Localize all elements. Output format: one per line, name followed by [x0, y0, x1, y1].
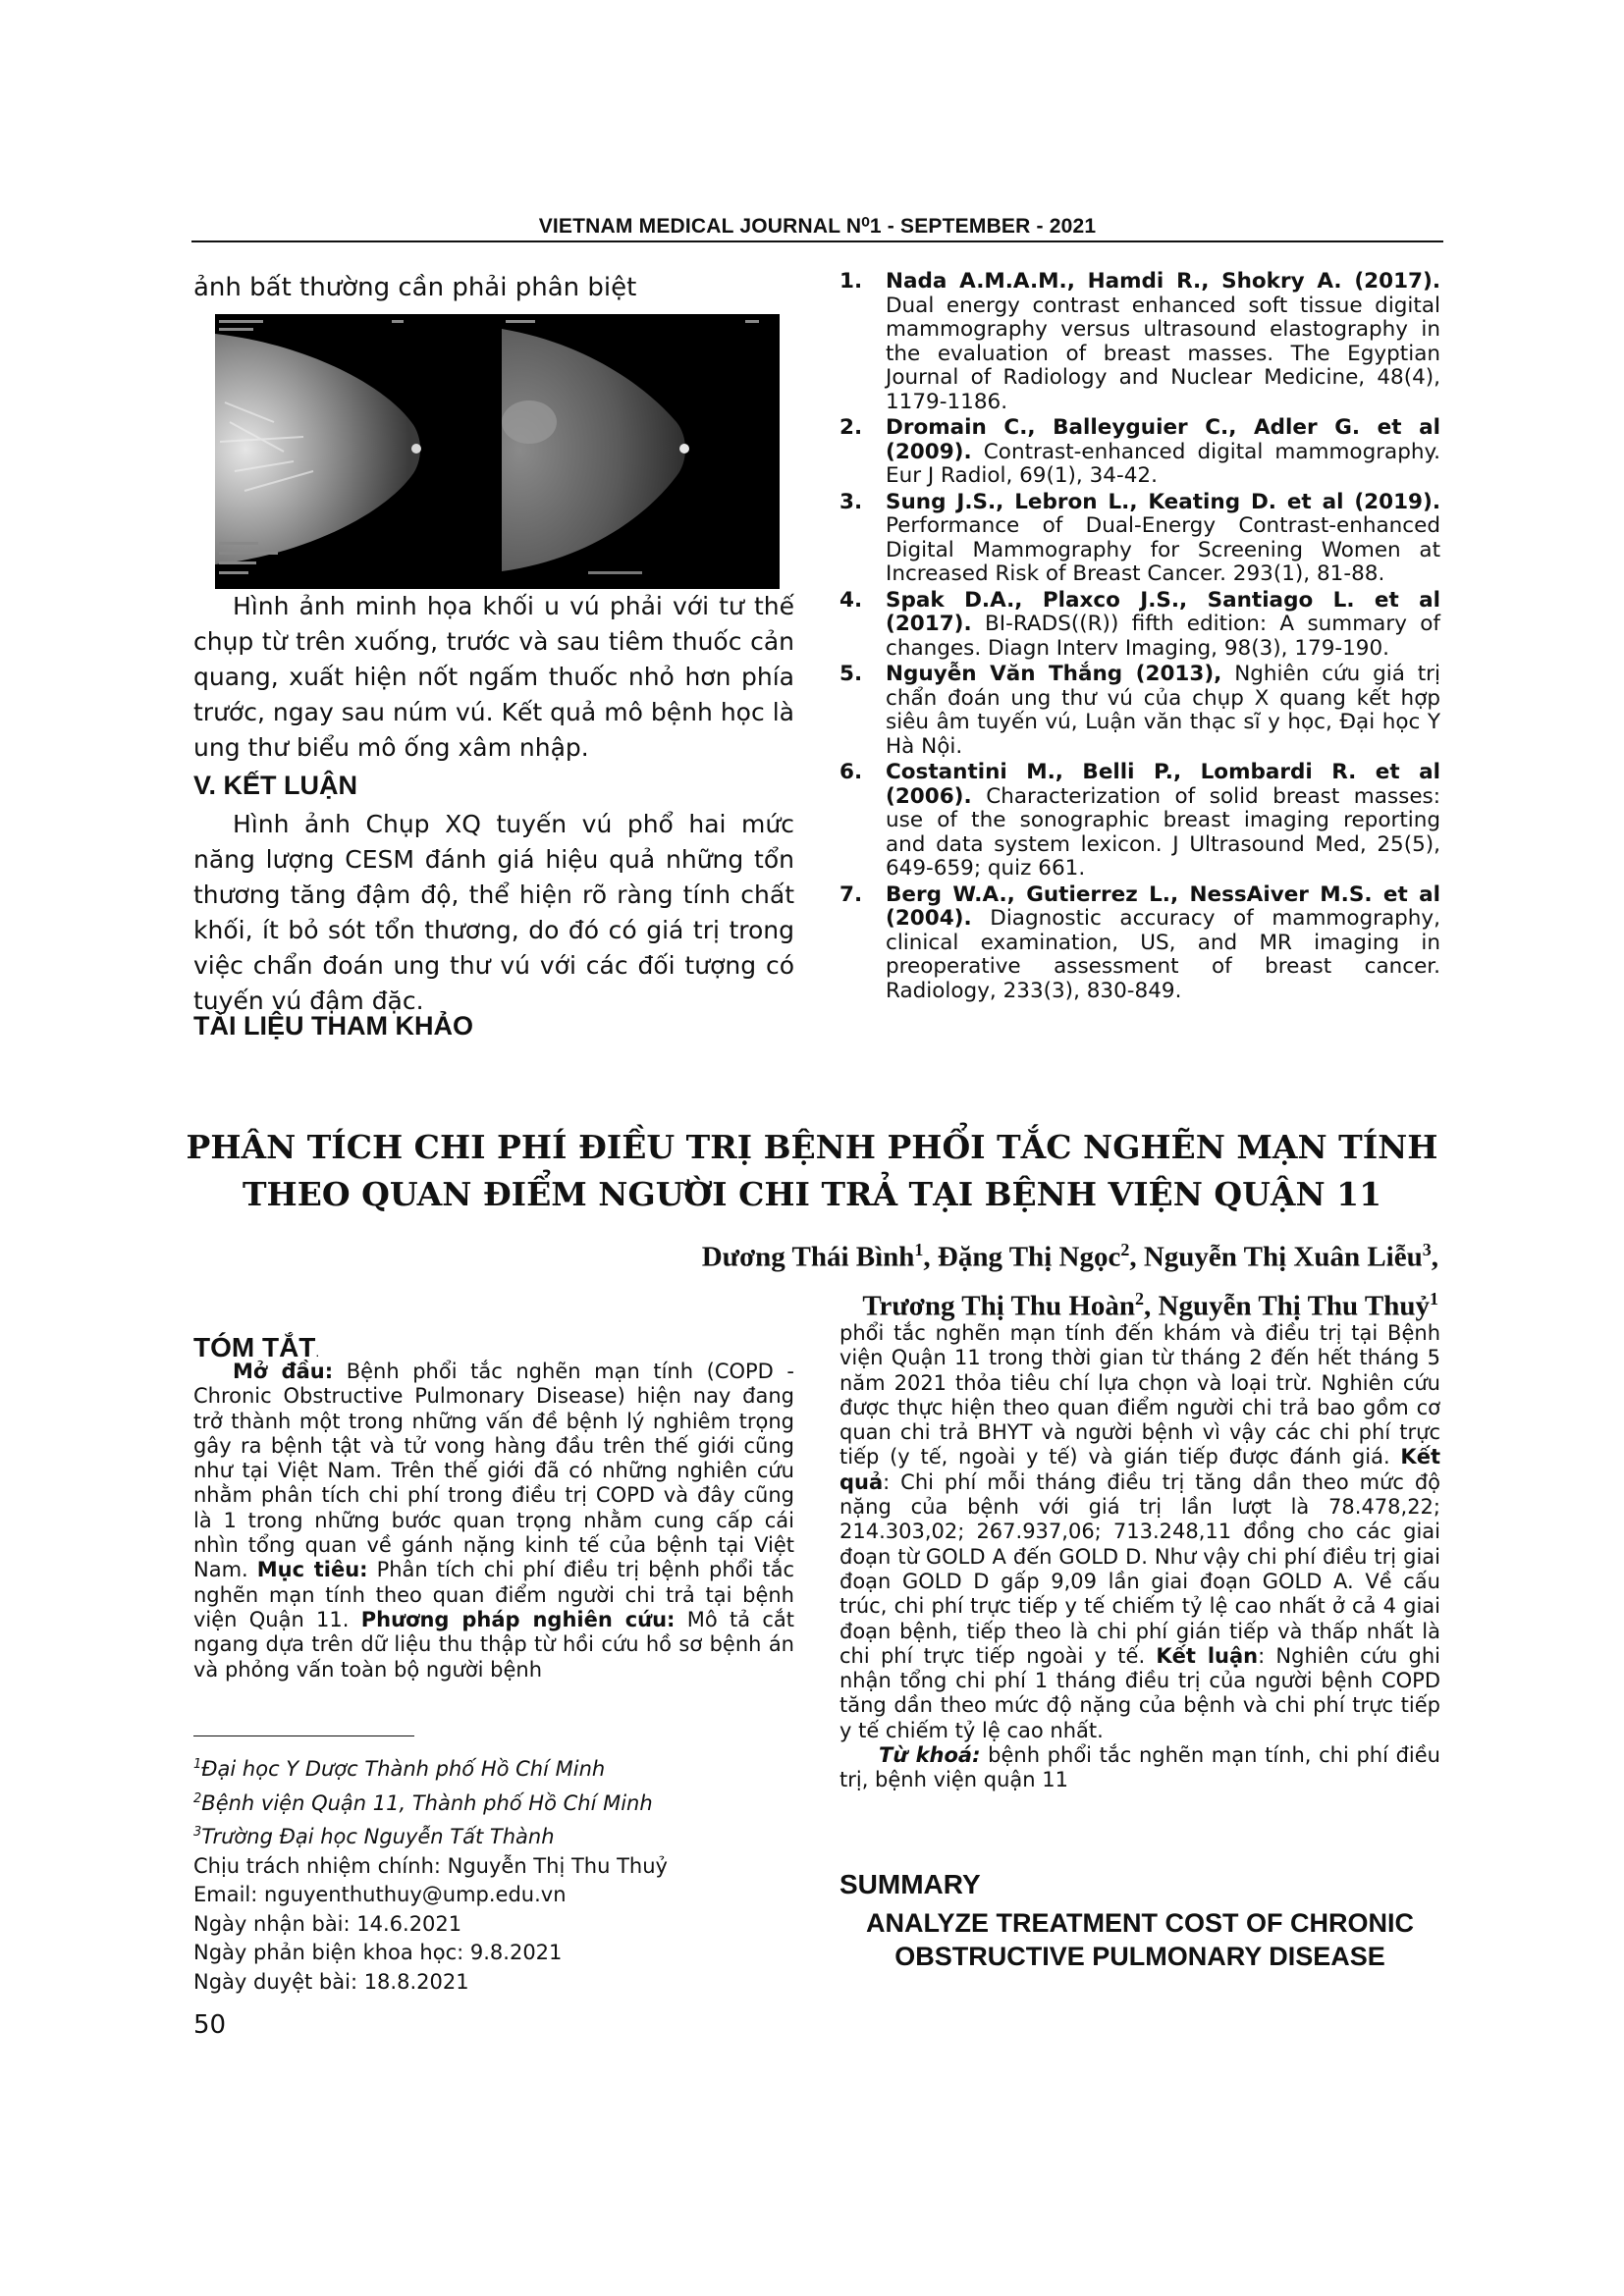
abstract-heading: TÓM TẮT. [193, 1332, 320, 1362]
author-affiliation: 2 [1120, 1240, 1130, 1259]
summary-title: ANALYZE TREATMENT COST OF CHRONIC OBSTRUCTIVE PULMONARY DISEASE [866, 1908, 1414, 1971]
received-date: Ngày nhận bài: 14.6.2021 [193, 1911, 462, 1936]
author-name: Dương Thái Bình [701, 1241, 915, 1273]
author-affiliation: 1 [1430, 1288, 1438, 1308]
author-name: Nguyễn Thị Thu Thuỷ [1158, 1290, 1430, 1322]
affiliation-note: $^2$Bệnh viện Quận 11, Thành phố Hồ Chí Minh [193, 1790, 653, 1815]
review-date: Ngày phản biện khoa học: 9.8.2021 [193, 1941, 563, 1964]
footnote-rule [193, 1735, 414, 1736]
mammography-image [215, 314, 780, 589]
article-title [147, 1124, 1477, 1218]
author-affiliation: 3 [1422, 1240, 1432, 1259]
keywords: Từ khoá: bệnh phổi tắc nghẽn mạn tính, chi phí điều trị, bệnh viện quận 11 [839, 1743, 1440, 1792]
accepted-date: Ngày duyệt bài: 18.8.2021 [193, 1969, 469, 1994]
section-heading-conclusion: V. KẾT LUẬN [193, 771, 358, 800]
article-title-line: THEO QUAN ĐIỂM NGƯỜI CHI TRẢ TẠI BỆNH VIỆN QUẬN 11 [242, 1175, 1382, 1213]
article-title-line: PHÂN TÍCH CHI PHÍ ĐIỀU TRỊ BỆNH PHỔI TẮC NGHẼN MẠN TÍNH [186, 1128, 1438, 1166]
reference-list [839, 270, 1440, 1005]
figure-lead-text: ảnh bất thường cần phải phân biệt [193, 273, 637, 302]
email-note: Email: nguyenthuthuy@ump.edu.vn [193, 1883, 567, 1906]
affiliation-note: $^3$Trường Đại học Nguyễn Tất Thành [193, 1825, 555, 1848]
author-name: Trương Thị Thu Hoàn [862, 1290, 1136, 1322]
mammography-figure [215, 314, 780, 589]
page-number: 50 [193, 2010, 227, 2040]
reference-item: 1. Nada A.M.A.M., Hamdi R., Shokry A. (2017). Dual energy contrast enhanced soft tissue digital mammography versus ultrasound elastography in the evaluation of breast masses. The Egyptian Journal of Radiology and Nuclear Medicine, 48(4), 1179-1186. [839, 269, 1440, 414]
reference-item: 7. Berg W.A., Gutierrez L., NessAiver M.S. et al (2004). Diagnostic accuracy of mammography, clinical examination, US, and MR imaging in preoperative assessment of breast cancer. Radiology, 233(3), 830-849. [839, 881, 1440, 1003]
summary-heading: SUMMARY [839, 1869, 981, 1899]
corresponding-author: Chịu trách nhiệm chính: Nguyễn Thị Thu Thuỷ [193, 1853, 668, 1878]
author-name: Nguyễn Thị Xuân Liễu [1143, 1241, 1423, 1273]
reference-item: 5. Nguyễn Văn Thắng (2013), Nghiên cứu giá trị chẩn đoán ung thư vú của chụp X quang kết hợp siêu âm tuyến vú, Luận văn thạc sĩ y học, Đại học Y Hà Nội. [839, 662, 1440, 759]
header-rule [191, 240, 1443, 242]
author-affiliation: 2 [1135, 1288, 1145, 1308]
author-name: Đặng Thị Ngọc [937, 1241, 1121, 1273]
reference-item: 6. Costantini M., Belli P., Lombardi R. et al (2006). Characterization of solid breast masses: use of the sonographic breast imaging reporting and data system lexicon. J Ultrasound Med, 25(5), 649-659; quiz 661. [839, 760, 1440, 881]
abstract-right-column: phổi tắc nghẽn mạn tính đến khám và điều trị tại Bệnh viện Quận 11 trong thời gian từ tháng 2 đến hết tháng 5 năm 2021 thỏa tiêu chí lựa chọn và loại trừ. Nghiên cứu được thực hiện theo quan điểm người chi trả bao gồm cơ quan chi trả BHYT và người bệnh vì vậy các chi phí trực tiếp (y tế, ngoài y tế) và gián tiếp được đánh giá. Kết quả: Chi phí mỗi tháng điều trị tăng dần theo mức độ nặng của bệnh với giá trị lần lượt là 78.478,22; 214.303,02; 267.937,06; 713.248,11 đồng cho các giai đoạn từ GOLD A đến GOLD D. Như vậy chi phí điều trị giai đoạn GOLD D gấp 9,09 lần giai đoạn GOLD A. Về cấu trúc, chi phí trực tiếp y tế chiếm tỷ lệ cao nhất ở cả 4 giai đoạn bệnh, tiếp theo là chi phí gián tiếp và thấp nhất là chi phí trực tiếp ngoài y tế. Kết luận: Nghiên cứu ghi nhận tổng chi phí 1 tháng điều trị của người bệnh COPD tăng dần theo mức độ nặng của bệnh và chi phí trực tiếp y tế chiếm tỷ lệ cao nhất. Từ khoá: bệnh phổi tắc nghẽn mạn tính, chi phí điều trị, bệnh viện quận 11 [839, 1321, 1440, 1792]
running-header: VIETNAM MEDICAL JOURNAL N⁰1 - SEPTEMBER - 2021 [538, 215, 1097, 238]
reference-item: 3. Sung J.S., Lebron L., Keating D. et al (2019). Performance of Dual-Energy Contrast-enhanced Digital Mammography for Screening Women at Increased Risk of Breast Cancer. 293(1), 81-88. [839, 489, 1440, 586]
abstract-left-column: Mở đầu: Bệnh phổi tắc nghẽn mạn tính (COPD - Chronic Obstructive Pulmonary Disease) hiện nay đang trở thành một trong những vấn đề bệnh lý nghiêm trọng gây ra bệnh tật và tử vong hàng đầu trên thế giới cũng như tại Việt Nam. Trên thế giới đã có những nghiên cứu nhằm phân tích chi phí trong điều trị COPD và đây cũng là 1 trong những bước quan trọng nhằm cung cấp cái nhìn tổng quan về gánh nặng kinh tế của bệnh tại Việt Nam. Mục tiêu: Phân tích chi phí điều trị bệnh phổi tắc nghẽn mạn tính theo quan điểm người chi trả tại bệnh viện Quận 11. Phương pháp nghiên cứu: Mô tả cắt ngang dựa trên dữ liệu thu thập từ hồi cứu hồ sơ bệnh án và phỏng vấn toàn bộ người bệnh [193, 1360, 795, 1682]
conclusion-paragraph: Hình ảnh Chụp XQ tuyến vú phổ hai mức năng lượng CESM đánh giá hiệu quả những tổn thương tăng đậm độ, thể hiện rõ ràng tính chất khối, ít bỏ sót tổn thương, do đó có giá trị trong việc chẩn đoán ung thư vú với các đối tượng có tuyến vú đậm đặc. [193, 810, 794, 1015]
reference-item: 2. Dromain C., Balleyguier C., Adler G. et al (2009). Contrast-enhanced digital mammography. Eur J Radiol, 69(1), 34-42. [839, 415, 1440, 488]
reference-item: 4. Spak D.A., Plaxco J.S., Santiago L. et al (2017). BI-RADS((R)) fifth edition: A summary of changes. Diagn Interv Imaging, 98(3), 179-190. [839, 587, 1440, 661]
figure-caption: Hình ảnh minh họa khối u vú phải với tư thế chụp từ trên xuống, trước và sau tiêm thuốc cản quang, xuất hiện nốt ngấm thuốc nhỏ hơn phía trước, ngay sau núm vú. Kết quả mô bệnh học là ung thư biểu mô ống xâm nhập. [193, 592, 794, 762]
footnotes [193, 1750, 794, 1997]
author-affiliation: 1 [914, 1240, 924, 1259]
author-list: Dương Thái Bình$^1$, Đặng Thị Ngọc$^2$, Nguyễn Thị Xuân Liễu$^3$, Trương Thị Thu Hoàn$^2$, Nguyễn Thị Thu Thuỷ$^1$ [701, 1240, 1438, 1322]
references-heading: TÀI LIỆU THAM KHẢO [193, 1011, 473, 1041]
affiliation-note: $^1$Đại học Y Dược Thành phố Hồ Chí Minh [193, 1757, 606, 1781]
